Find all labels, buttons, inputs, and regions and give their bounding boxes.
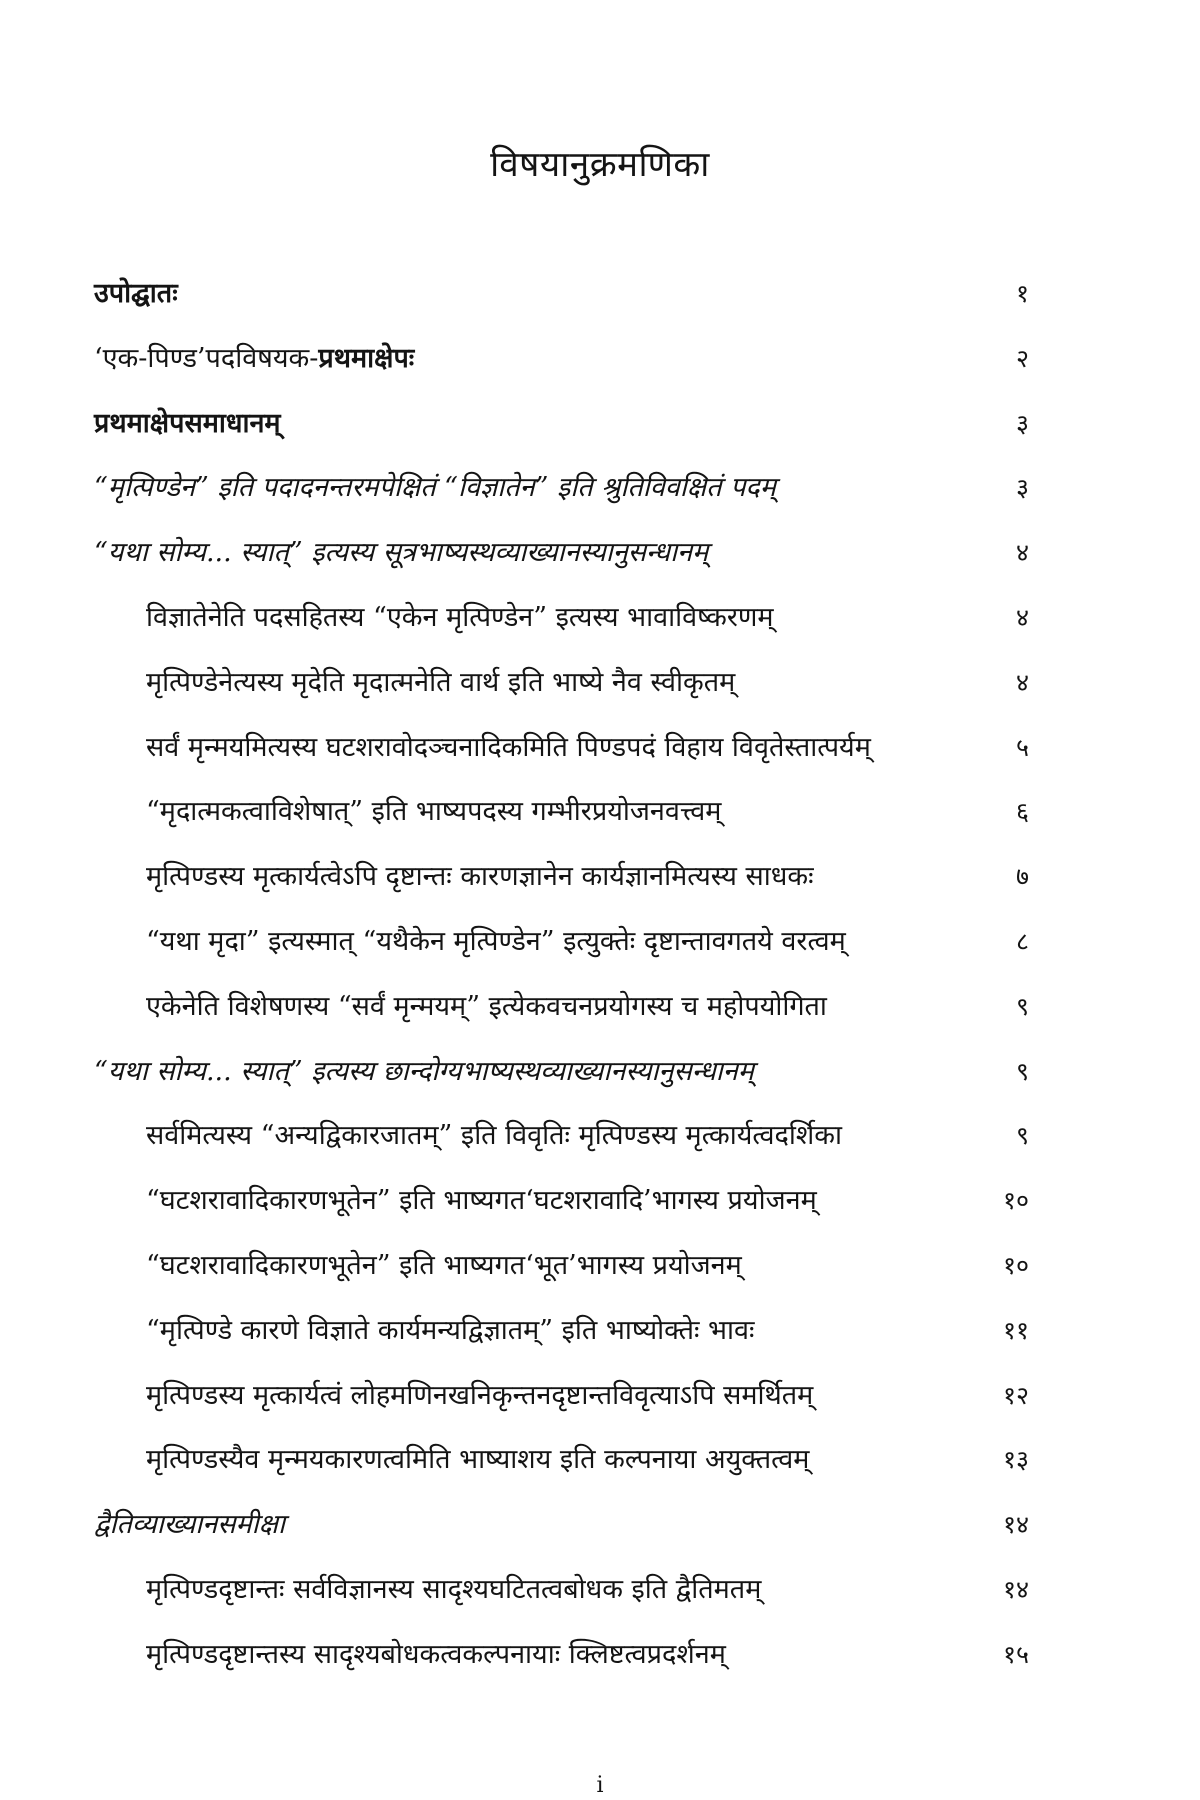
page-folio: i bbox=[596, 1773, 604, 1798]
toc-page-number: १२ bbox=[1002, 1380, 1029, 1410]
toc-subentry bbox=[94, 1181, 1029, 1246]
toc-entry-text bbox=[94, 339, 414, 379]
toc-entry-text: मृत्पिण्डस्य मृत्कार्यत्वं लोहमणिनखनिकृन्तनदृष्टान्तविवृत्याऽपि समर्थितम् bbox=[146, 1379, 814, 1411]
toc-entry-text: मृत्पिण्डेनेत्यस्य मृदेति मृदात्मनेति वार्थ इति भाष्ये नैव स्वीकृतम् bbox=[146, 666, 736, 698]
toc-page-number: १३ bbox=[1002, 1445, 1029, 1475]
toc-page-number: ९ bbox=[1015, 1121, 1029, 1151]
toc-subentry bbox=[94, 1311, 1029, 1376]
toc-entry bbox=[94, 274, 1029, 339]
toc-subentry bbox=[94, 1570, 1029, 1635]
toc-entry-text: “घटशरावादिकारणभूतेन” इति भाष्यगत‘भूत’भागस्य प्रयोजनम् bbox=[146, 1249, 742, 1281]
toc-page-number: १० bbox=[1002, 1186, 1029, 1216]
toc-page-number: ४ bbox=[1015, 667, 1029, 697]
toc-entry bbox=[94, 404, 1029, 469]
toc-page-number: ४ bbox=[1015, 602, 1029, 632]
toc-page-number: ४ bbox=[1015, 538, 1029, 568]
toc-subentry bbox=[94, 1376, 1029, 1441]
toc-entry-text: “यथा सोम्य... स्यात्” इत्यस्य छान्दोग्यभाष्यस्थव्याख्यानस्यानुसन्धानम् bbox=[94, 1055, 754, 1087]
toc-entry-text: “मृत्पिण्डे कारणे विज्ञाते कार्यमन्यद्विज्ञातम्” इति भाष्योक्तेः भावः bbox=[146, 1314, 755, 1346]
toc-entry-text: उपोद्घातः bbox=[94, 278, 178, 309]
toc-page-number: ११ bbox=[1002, 1315, 1029, 1345]
toc-page-number: ९ bbox=[1015, 1056, 1029, 1086]
toc-entry-text: सर्वमित्यस्य “अन्यद्विकारजातम्” इति विवृतिः मृत्पिण्डस्य मृत्कार्यत्वदर्शिका bbox=[146, 1120, 842, 1152]
toc-entry bbox=[94, 533, 1029, 598]
toc-page-number: १ bbox=[1015, 279, 1029, 308]
toc-subentry bbox=[94, 1635, 1029, 1700]
toc-entry-text: “घटशरावादिकारणभूतेन” इति भाष्यगत‘घटशरावादि’भागस्य प्रयोजनम् bbox=[146, 1185, 817, 1217]
toc-entry-text-part-bold: प्रथमाक्षेपः bbox=[318, 342, 415, 374]
page-title: विषयानुक्रमणिका bbox=[490, 145, 710, 185]
toc-page-number: ५ bbox=[1015, 732, 1029, 762]
toc-subentry bbox=[94, 792, 1029, 857]
toc-entry-text: “यथा मृदा” इत्यस्मात् “यथैकेन मृत्पिण्डेन” इत्युक्तेः दृष्टान्तावगतये वरत्वम् bbox=[146, 925, 846, 957]
toc-page-number: ७ bbox=[1015, 862, 1029, 892]
toc-entry-text: मृत्पिण्डदृष्टान्तः सर्वविज्ञानस्य सादृश्यघटितत्वबोधक इति द्वैतिमतम् bbox=[146, 1573, 762, 1605]
toc-page-number: ८ bbox=[1015, 926, 1029, 956]
toc-page-number: ६ bbox=[1015, 797, 1029, 827]
toc-entry bbox=[94, 468, 1029, 533]
toc-page-number: ३ bbox=[1015, 473, 1029, 503]
toc-entry bbox=[94, 1505, 1029, 1570]
toc-entry-text: द्वैतिव्याख्यानसमीक्षा bbox=[94, 1509, 285, 1541]
toc-page-number: १० bbox=[1002, 1250, 1029, 1280]
toc-subentry bbox=[94, 857, 1029, 922]
toc-page-number: १५ bbox=[1002, 1639, 1029, 1669]
toc-subentry bbox=[94, 1116, 1029, 1181]
toc-entry-text: सर्वं मृन्मयमित्यस्य घटशरावोदञ्चनादिकमिति पिण्डपदं विहाय विवृतेस्तात्पर्यम् bbox=[146, 731, 871, 763]
toc-page-number: ९ bbox=[1015, 991, 1029, 1021]
toc-subentry bbox=[94, 1246, 1029, 1311]
toc-subentry bbox=[94, 728, 1029, 793]
toc-entry-text: मृत्पिण्डस्यैव मृन्मयकारणत्वमिति भाष्याशय इति कल्पनाया अयुक्तत्वम् bbox=[146, 1444, 810, 1476]
toc-entry-text: प्रथमाक्षेपसमाधानम् bbox=[94, 407, 281, 439]
toc-subentry bbox=[94, 922, 1029, 987]
toc-subentry bbox=[94, 1440, 1029, 1505]
toc-page-number: १४ bbox=[1002, 1574, 1029, 1604]
toc-entry-text: मृत्पिण्डदृष्टान्तस्य सादृश्यबोधकत्वकल्पनायाः क्लिष्टत्वप्रदर्शनम् bbox=[146, 1638, 726, 1670]
toc-entry-text: मृत्पिण्डस्य मृत्कार्यत्वेऽपि दृष्टान्तः कारणज्ञानेन कार्यज्ञानमित्यस्य साधकः bbox=[146, 861, 814, 893]
toc-entry-text-part: ‘एक-पिण्ड’पदविषयक- bbox=[94, 342, 319, 374]
toc-entry-text: विज्ञातेनेति पदसहितस्य “एकेन मृत्पिण्डेन” इत्यस्य भावाविष्करणम् bbox=[146, 601, 774, 633]
toc-subentry bbox=[94, 663, 1029, 728]
toc-entry bbox=[94, 339, 1029, 404]
toc-entry-text: “मृदात्मकत्वाविशेषात्” इति भाष्यपदस्य गम्भीरप्रयोजनवत्त्वम् bbox=[146, 796, 722, 828]
toc-page-number: ३ bbox=[1015, 408, 1029, 438]
toc-entry-text: एकेनेति विशेषणस्य “सर्वं मृन्मयम्” इत्येकवचनप्रयोगस्य च महोपयोगिता bbox=[146, 990, 827, 1022]
toc-page-number: २ bbox=[1015, 343, 1029, 373]
toc-subentry bbox=[94, 987, 1029, 1052]
toc-page-number: १४ bbox=[1002, 1510, 1029, 1540]
table-of-contents bbox=[94, 274, 1029, 1700]
toc-subentry bbox=[94, 598, 1029, 663]
toc-entry-text: “मृत्पिण्डेन” इति पदादनन्तरमपेक्षितं “विज्ञातेन” इति श्रुतिविवक्षितं पदम् bbox=[94, 472, 776, 504]
toc-entry bbox=[94, 1052, 1029, 1117]
toc-entry-text: “यथा सोम्य... स्यात्” इत्यस्य सूत्रभाष्यस्थव्याख्यानस्यानुसन्धानम् bbox=[94, 537, 709, 569]
